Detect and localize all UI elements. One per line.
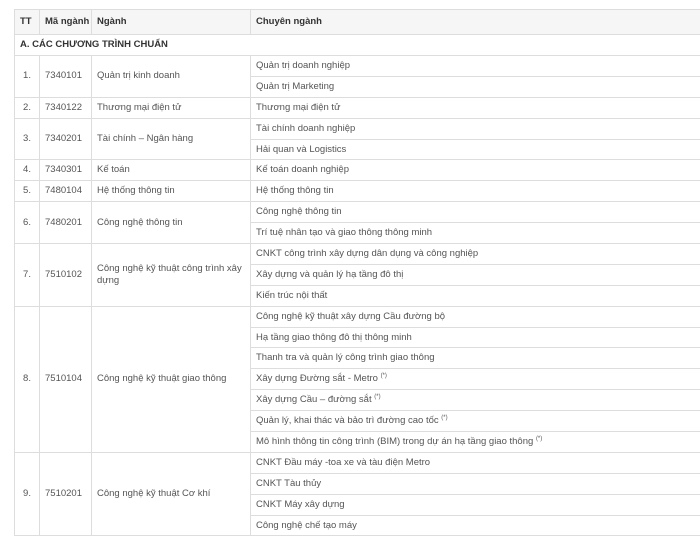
specialization-label: Công nghệ thông tin (256, 206, 342, 218)
section-row (15, 35, 700, 56)
specialization-label: Quản lý, khai thác và bảo trì đường cao tốc (256, 415, 439, 427)
specialization-label: Công nghệ kỹ thuật xây dựng Cầu đường bộ (256, 310, 446, 322)
major-name: Hệ thống thông tin (92, 181, 251, 202)
header-tt: TT (15, 10, 40, 35)
specialization-cell (251, 160, 700, 181)
specialization-cell (251, 452, 700, 473)
specialization-label: CNKT công trình xây dựng dân dụng và công nghiệp (256, 247, 479, 259)
major-code: 7510104 (40, 306, 92, 452)
specialization-cell (251, 306, 700, 327)
row-number: 8. (15, 306, 40, 452)
specialization-label: CNKT Máy xây dựng (256, 498, 345, 510)
section-title: A. CÁC CHƯƠNG TRÌNH CHUẨN (15, 35, 700, 56)
row-number: 9. (15, 452, 40, 536)
specialization-cell (251, 473, 700, 494)
specialization-label: Thương mại điện tử (256, 101, 341, 113)
specialization-cell (251, 432, 700, 453)
row-number: 7. (15, 244, 40, 307)
specialization-label: Kiến trúc nội thất (256, 289, 328, 301)
specialization-label: Quản trị doanh nghiệp (256, 59, 351, 71)
specialization-cell (251, 56, 700, 77)
specialization-label: Tài chính doanh nghiệp (256, 122, 356, 134)
specialization-label: Xây dựng và quản lý hạ tầng đô thị (256, 268, 404, 280)
specialization-cell (251, 223, 700, 244)
major-name: Kế toán (92, 160, 251, 181)
row-number: 3. (15, 118, 40, 160)
specialization-cell (251, 264, 700, 285)
specialization-cell (251, 285, 700, 306)
major-code: 7510102 (40, 244, 92, 307)
major-code: 7340201 (40, 118, 92, 160)
footnote-mark: (*) (374, 394, 381, 401)
specialization-cell (251, 97, 700, 118)
major-name: Công nghệ kỹ thuật Cơ khí (92, 452, 251, 536)
major-name: Thương mại điện tử (92, 97, 251, 118)
footnote-mark: (*) (441, 414, 448, 421)
row-number: 6. (15, 202, 40, 244)
table-row (15, 97, 700, 118)
specialization-label: CNKT Tàu thủy (256, 477, 322, 489)
table-row (15, 452, 700, 473)
major-code: 7340122 (40, 97, 92, 118)
specialization-cell (251, 411, 700, 432)
major-code: 7340101 (40, 56, 92, 98)
specialization-cell (251, 494, 700, 515)
specialization-label: Trí tuệ nhân tạo và giao thông thông minh (256, 227, 433, 239)
row-number: 2. (15, 97, 40, 118)
header-row (15, 10, 700, 35)
major-name: Công nghệ kỹ thuật công trình xây dựng (92, 244, 251, 307)
specialization-cell (251, 76, 700, 97)
major-name: Quản trị kinh doanh (92, 56, 251, 98)
specialization-label: CNKT Đầu máy -toa xe và tàu điện Metro (256, 456, 431, 468)
header-spec: Chuyên ngành (251, 10, 700, 35)
table-row (15, 244, 700, 265)
specialization-label: Xây dựng Cầu – đường sắt (256, 394, 372, 406)
major-name: Công nghệ thông tin (92, 202, 251, 244)
specialization-label: Mô hình thông tin công trình (BIM) trong dự án hạ tầng giao thông (256, 435, 534, 447)
specialization-cell (251, 390, 700, 411)
table-row (15, 202, 700, 223)
specialization-cell (251, 244, 700, 265)
specialization-cell (251, 202, 700, 223)
specialization-cell (251, 515, 700, 536)
specialization-label: Hạ tầng giao thông đô thị thông minh (256, 331, 412, 343)
specialization-label: Quản trị Marketing (256, 80, 335, 92)
major-code: 7480201 (40, 202, 92, 244)
table-row (15, 160, 700, 181)
specialization-cell (251, 348, 700, 369)
table-row (15, 181, 700, 202)
row-number: 1. (15, 56, 40, 98)
specialization-label: Kế toán doanh nghiệp (256, 164, 349, 176)
header-major: Ngành (92, 10, 251, 35)
major-name: Công nghệ kỹ thuật giao thông (92, 306, 251, 452)
table-row (15, 56, 700, 77)
table-row (15, 118, 700, 139)
specialization-label: Hải quan và Logistics (256, 143, 347, 155)
row-number: 4. (15, 160, 40, 181)
specialization-label: Xây dựng Đường sắt - Metro (256, 373, 378, 385)
footnote-mark: (*) (380, 373, 387, 380)
header-code: Mã ngành (40, 10, 92, 35)
specialization-cell (251, 118, 700, 139)
row-number: 5. (15, 181, 40, 202)
specialization-cell (251, 327, 700, 348)
specialization-cell (251, 369, 700, 390)
major-name: Tài chính – Ngân hàng (92, 118, 251, 160)
specialization-label: Thanh tra và quản lý công trình giao thông (256, 352, 435, 364)
footnote-mark: (*) (535, 435, 543, 442)
specialization-label: Hệ thống thông tin (256, 185, 334, 197)
specialization-label: Công nghệ chế tạo máy (256, 519, 357, 531)
table-row (15, 306, 700, 327)
specialization-cell (251, 181, 700, 202)
major-code: 7340301 (40, 160, 92, 181)
program-table (14, 9, 700, 536)
major-code: 7480104 (40, 181, 92, 202)
specialization-cell (251, 139, 700, 160)
major-code: 7510201 (40, 452, 92, 536)
